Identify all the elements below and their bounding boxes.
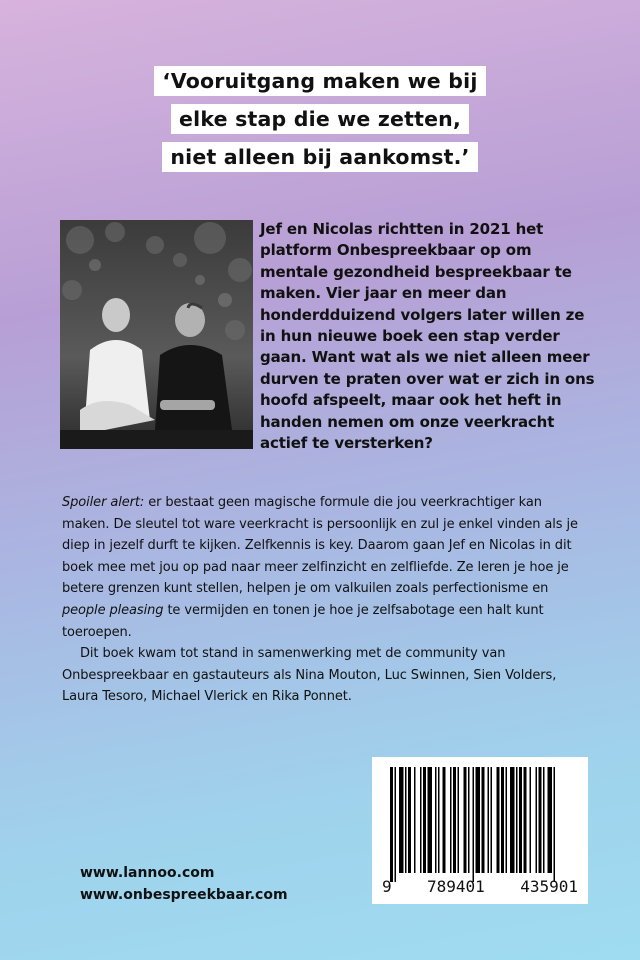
barcode-bar bbox=[497, 767, 500, 873]
barcode-bar bbox=[438, 767, 440, 873]
barcode-bar bbox=[423, 767, 426, 873]
barcode-bar bbox=[476, 767, 481, 873]
barcode-bar bbox=[506, 767, 508, 873]
barcode-bar bbox=[458, 767, 460, 873]
blurb-paragraph-2: Dit boek kwam tot stand in samenwerking met de community van Onbespreekbaar en gastauteurs als Nina Mouton, Luc Swinnen, Sien Volders, Laura Tesoro, Michael Vlerick en Rika Ponnet. bbox=[62, 646, 557, 705]
isbn-barcode bbox=[372, 757, 588, 904]
barcode-bar bbox=[488, 767, 490, 873]
pull-quote bbox=[0, 66, 640, 180]
barcode-bar bbox=[539, 767, 542, 873]
barcode-bar bbox=[414, 767, 416, 873]
barcode-bar bbox=[524, 767, 527, 873]
barcode-bar bbox=[473, 767, 475, 882]
barcode-bar bbox=[491, 767, 493, 873]
authors-photo-illustration bbox=[60, 220, 253, 449]
barcode-bar bbox=[435, 767, 437, 873]
blurb-paragraph-1 bbox=[62, 492, 582, 643]
isbn-digit-group-1: 789401 bbox=[427, 877, 485, 896]
barcode-bar bbox=[516, 767, 518, 873]
barcode-bar bbox=[554, 767, 556, 882]
barcode-bar bbox=[482, 767, 485, 873]
isbn-digit-prefix: 9 bbox=[382, 877, 392, 896]
barcode-bar bbox=[501, 767, 504, 873]
spoiler-lead: Spoiler alert: bbox=[62, 495, 145, 510]
barcode-bar bbox=[390, 767, 393, 882]
barcode-bar bbox=[510, 767, 515, 873]
quote-line-3: niet alleen bij aankomst.’ bbox=[162, 142, 477, 172]
blurb-text-1a: er bestaat geen magische formule die jou veerkrachtiger kan maken. De sleutel tot ware veerkracht is persoonlijk en zul je enkel vinden als je diep in jezelf durft te kijken. Zelfkennis is key. Daarom gaan Jef en Nicolas in dit boek mee met jou op pad naar meer zelfinzicht en zelfliefde. Ze leren je hoe je betere grenzen kunt stellen, helpen je om valkuilen zoals perfectionisme en bbox=[62, 495, 578, 597]
barcode-bar bbox=[468, 767, 470, 873]
authors-photo bbox=[60, 220, 253, 449]
blurb-text-1b: te vermijden en tonen je hoe je zelfsabotage een halt kunt toeroepen. bbox=[62, 602, 544, 640]
barcode-bar bbox=[428, 767, 433, 873]
url-lannoo[interactable]: www.lannoo.com bbox=[80, 865, 215, 881]
barcode-bar bbox=[450, 767, 452, 873]
isbn-digits bbox=[372, 877, 588, 896]
barcode-bar bbox=[543, 767, 545, 873]
barcode-bar bbox=[405, 767, 407, 873]
quote-line-1: ‘Vooruitgang maken we bij bbox=[154, 66, 485, 96]
barcode-bar bbox=[519, 767, 522, 873]
barcode-bar bbox=[399, 767, 404, 873]
url-onbespreekbaar[interactable]: www.onbespreekbaar.com bbox=[80, 887, 288, 903]
barcode-bar bbox=[548, 767, 553, 873]
barcode-bar bbox=[408, 767, 411, 873]
isbn-digit-group-2: 435901 bbox=[520, 877, 578, 896]
quote-line-2: elke stap die we zetten, bbox=[171, 104, 469, 134]
barcode-bar bbox=[420, 767, 422, 873]
author-bio: Jef en Nicolas richtten in 2021 het platform Onbespreekbaar op om mentale gezondheid bespreekbaar te maken. Vier jaar en meer dan honderdduizend volgers later willen ze in hun nieuwe boek een stap verder gaan. Want wat als we niet alleen meer durven te praten over wat er zich in ons hoofd afspeelt, maar ook het heft in handen nemen om onze veerkracht actief te versterken? bbox=[260, 220, 595, 453]
people-pleasing-em: people pleasing bbox=[62, 602, 164, 618]
barcode-bar bbox=[536, 767, 538, 873]
blurb bbox=[62, 492, 582, 708]
barcode-bar bbox=[443, 767, 446, 873]
publisher-urls bbox=[80, 862, 288, 906]
barcode-bar bbox=[530, 767, 532, 873]
barcode-bar bbox=[464, 767, 467, 873]
barcode-bar bbox=[395, 767, 397, 882]
barcode-bar bbox=[453, 767, 456, 873]
